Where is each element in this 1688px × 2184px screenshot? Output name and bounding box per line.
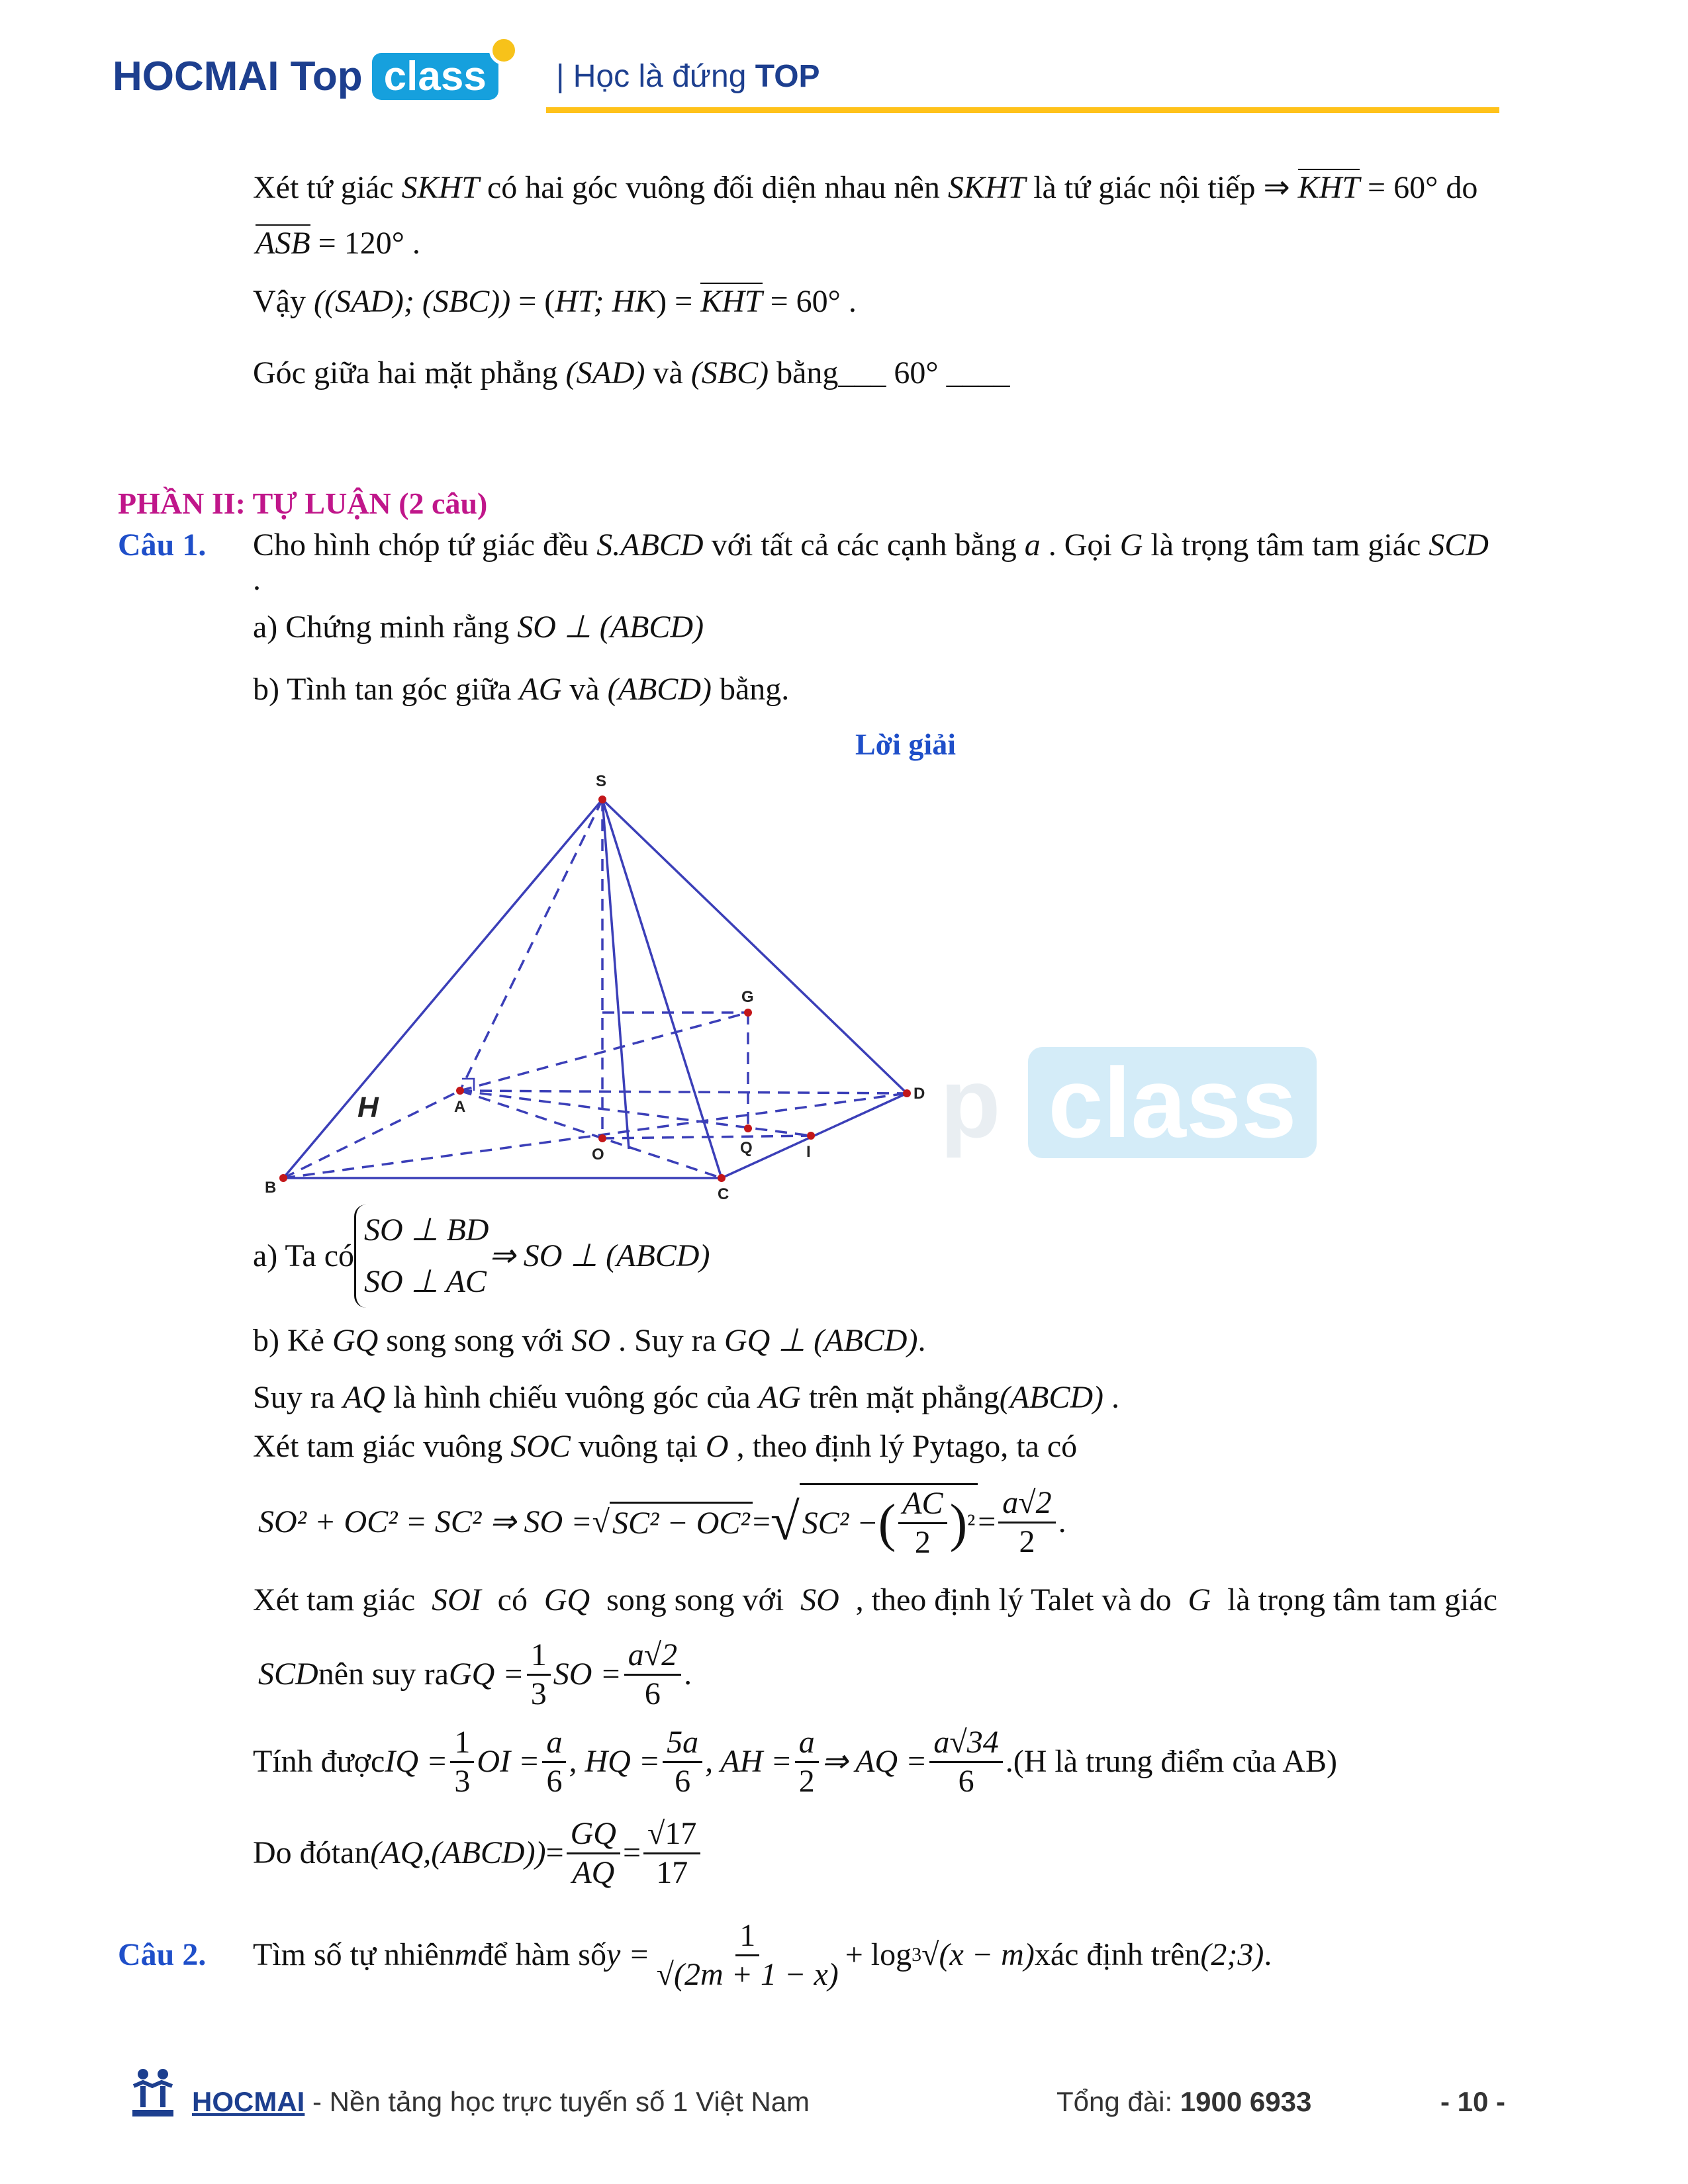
logo-text: HOCMAI Top bbox=[113, 54, 363, 99]
question-1b: b) Tình tan góc giữa AG và (ABCD) bằng. bbox=[253, 672, 790, 707]
solution-b2: Suy ra AQ là hình chiếu vuông góc của AG trên mặt phẳng(ABCD) . bbox=[253, 1380, 1119, 1415]
solution-b7: Do đó tan (AQ,(ABCD)) = $\frac{GQ}{AQ}$ = $\frac{√17}{17}$ bbox=[253, 1813, 703, 1893]
point-D bbox=[903, 1089, 911, 1097]
page-number: - 10 - bbox=[1440, 2086, 1506, 2117]
point-B bbox=[279, 1174, 287, 1182]
label-Q: Q bbox=[740, 1139, 753, 1157]
point-A bbox=[456, 1087, 464, 1095]
segment-OI bbox=[602, 1136, 811, 1138]
top-line-1: Xét tứ giác SKHT có hai góc vuông đối diện nhau nên SKHT là tứ giác nội tiếp ⇒ KHT = 60° do bbox=[253, 170, 1478, 205]
label-D: D bbox=[914, 1085, 925, 1103]
edge-AD bbox=[460, 1091, 907, 1093]
diag-AC bbox=[460, 1091, 722, 1178]
label-G: G bbox=[741, 988, 754, 1006]
edge-SB bbox=[283, 799, 602, 1178]
point-S bbox=[598, 796, 606, 803]
point-G bbox=[744, 1009, 752, 1017]
label-O: O bbox=[592, 1146, 604, 1163]
system-brace: SO ⊥ BD SO ⊥ AC bbox=[354, 1205, 489, 1308]
top-line-4: Góc giữa hai mặt phẳng (SAD) và (SBC) bằng___ 60° ____ bbox=[253, 355, 1010, 390]
label-A: A bbox=[454, 1098, 466, 1116]
point-O bbox=[598, 1134, 606, 1142]
header-tagline: | Học là đứng TOP bbox=[556, 59, 820, 94]
solution-b5: SCD nên suy ra GQ = $\frac{1}{3}$ SO = $\frac{a√2}{6}$ . bbox=[258, 1637, 692, 1711]
label-C: C bbox=[718, 1185, 729, 1203]
star-icon bbox=[489, 36, 518, 65]
footer-brand-link[interactable]: HOCMAI bbox=[192, 2086, 305, 2117]
solution-b1: b) Kẻ GQ song song với SO . Suy ra GQ ⊥ (ABCD). bbox=[253, 1323, 926, 1358]
label-H: H bbox=[357, 1091, 379, 1124]
pyramid-figure bbox=[252, 768, 953, 1205]
point-Q bbox=[744, 1124, 752, 1132]
header-divider bbox=[546, 107, 1499, 113]
watermark: p class bbox=[940, 1046, 1317, 1160]
hocmai-people-icon bbox=[130, 2066, 176, 2119]
question-2: Câu 2. Tìm số tự nhiên m để hàm số y = $\frac{1}{√(2m + 1 - x)}$ + log 3 √(x − m) xác định trên (2;3) . bbox=[118, 1917, 1272, 1992]
label-S: S bbox=[596, 772, 607, 790]
point-C bbox=[718, 1174, 726, 1182]
solution-b6: Tính được IQ = $\frac{1}{3}$ OI = $\frac{a}{6}$ , HQ = $\frac{5a}{6}$ , AH = $\frac{a}{2}$ ⇒ AQ = $\frac{a√34}{6}$ .(H là trung điểm của AB) bbox=[253, 1724, 1337, 1799]
solution-b4: Xét tam giác SOI có GQ song song với SO , theo định lý Talet và do G là trọng tâm tam giác bbox=[253, 1582, 1497, 1617]
hocmai-topclass-logo bbox=[113, 53, 498, 100]
top-line-3: Vậy ((SAD); (SBC)) = (HT; HK) = KHT = 60° . bbox=[253, 284, 857, 319]
question-1: Câu 1. Cho hình chóp tứ giác đều S.ABCD với tất cả các cạnh bằng a . Gọi G là trọng tâm tam giác SCD bbox=[118, 527, 1489, 563]
top-line-2: ASB = 120° . bbox=[256, 226, 420, 261]
label-B: B bbox=[265, 1179, 277, 1197]
solution-b3: Xét tam giác vuông SOC vuông tại O , theo định lý Pytago, ta có bbox=[253, 1429, 1078, 1464]
logo-class-badge: class bbox=[372, 53, 498, 100]
footer-hotline: Tổng đài: 1900 6933 bbox=[1056, 2086, 1312, 2117]
question-1a: a) Chứng minh rằng SO ⊥ (ABCD) bbox=[253, 610, 704, 645]
section-heading: PHẦN II: TỰ LUẬN (2 câu) bbox=[118, 486, 488, 520]
segment-SI bbox=[602, 799, 629, 1149]
label-I: I bbox=[806, 1143, 811, 1161]
question-1-dot: . bbox=[253, 562, 261, 597]
edge-SA bbox=[460, 799, 602, 1091]
segment-AG bbox=[460, 1013, 748, 1091]
solution-label: Lời giải bbox=[855, 727, 956, 761]
footer-slogan: HOCMAI - Nền tảng học trực tuyến số 1 Việt Nam bbox=[192, 2086, 810, 2117]
point-I bbox=[807, 1132, 815, 1140]
equation-pythagoras: SO² + OC² = SC² ⇒ SO = √ SC² − OC² = √ SC² − ( $\frac{AC}{2}$ ) ² = $\frac{a√2}{2}$ . bbox=[258, 1482, 1066, 1562]
solution-a: a) Ta có SO ⊥ BD SO ⊥ AC ⇒ SO ⊥ (ABCD) bbox=[253, 1205, 710, 1308]
